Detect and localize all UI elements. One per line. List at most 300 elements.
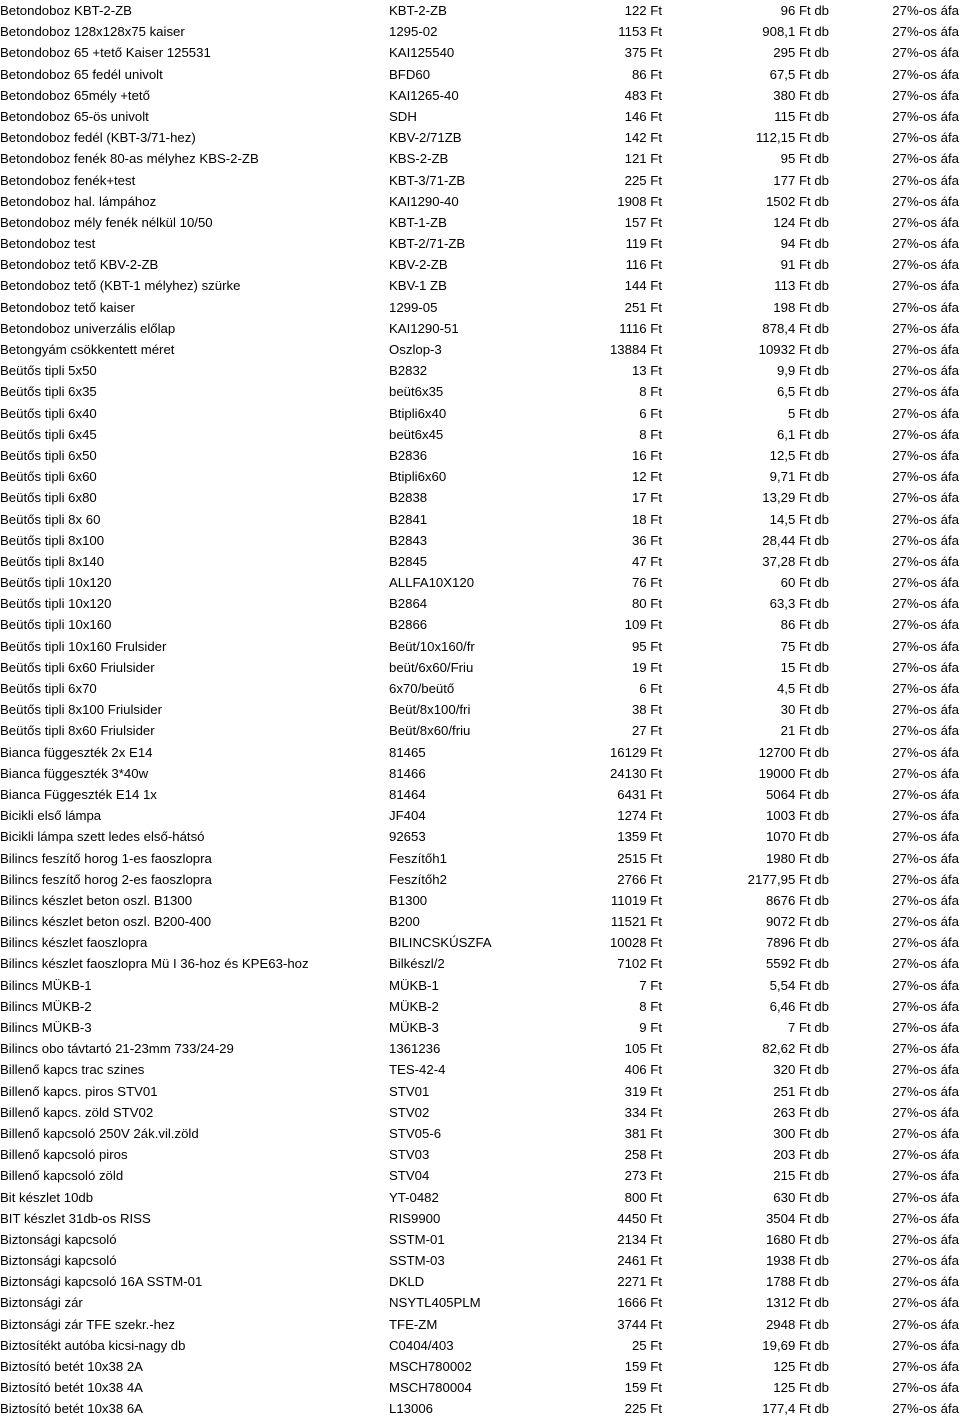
gross-price: 76 Ft — [631, 575, 662, 591]
product-code: KBV-2-ZB — [389, 257, 448, 273]
net-price-per-unit: 6,5 Ft db — [776, 384, 829, 400]
vat-rate: 27%-os áfa — [892, 193, 959, 209]
gross-price: 122 Ft — [624, 3, 662, 18]
gross-price: 11019 Ft — [610, 892, 662, 908]
gross-price: 8 Ft — [639, 426, 662, 442]
table-row — [0, 1250, 960, 1271]
net-price-per-unit: 86 Ft db — [780, 617, 829, 633]
product-code: STV03 — [389, 1147, 430, 1163]
net-price-per-unit: 1312 Ft db — [765, 1295, 829, 1311]
net-price-per-unit: 3504 Ft db — [765, 1210, 829, 1226]
product-code: 1295-02 — [389, 24, 438, 40]
gross-price: 8 Ft — [639, 384, 662, 400]
net-price-per-unit: 215 Ft db — [773, 1168, 829, 1184]
gross-price: 12 Ft — [631, 469, 662, 485]
vat-rate: 27%-os áfa — [892, 956, 959, 972]
net-price-per-unit: 5 Ft db — [787, 405, 829, 421]
product-code: 6x70/beütő — [389, 681, 455, 696]
net-price-per-unit: 908,1 Ft db — [762, 24, 829, 40]
table-row — [0, 1335, 960, 1356]
product-name: Betondoboz tető kaiser — [0, 299, 135, 315]
table-row — [0, 593, 960, 614]
product-name: Bicikli lámpa szett ledes első-hátsó — [0, 829, 205, 845]
product-code: B2838 — [389, 490, 428, 506]
gross-price: 2271 Ft — [617, 1274, 662, 1290]
vat-rate: 27%-os áfa — [892, 702, 959, 718]
vat-rate: 27%-os áfa — [892, 935, 959, 951]
net-price-per-unit: 1788 Ft db — [765, 1274, 829, 1290]
product-code: B2864 — [389, 596, 428, 612]
vat-rate: 27%-os áfa — [892, 299, 959, 315]
vat-rate: 27%-os áfa — [892, 511, 959, 527]
vat-rate: 27%-os áfa — [892, 257, 959, 273]
product-code: Beüt/8x100/fri — [389, 702, 471, 718]
product-name: BIT készlet 31db-os RISS — [0, 1210, 151, 1226]
table-row — [0, 699, 960, 720]
vat-rate: 27%-os áfa — [892, 24, 959, 40]
table-row — [0, 805, 960, 826]
net-price-per-unit: 12,5 Ft db — [769, 447, 829, 463]
net-price-per-unit: 37,28 Ft db — [762, 553, 829, 569]
product-name: Betondoboz 65-ös univolt — [0, 108, 149, 124]
table-row — [0, 636, 960, 657]
product-code: KBT-2-ZB — [389, 3, 447, 18]
gross-price: 1666 Ft — [617, 1295, 662, 1311]
gross-price: 25 Ft — [631, 1337, 662, 1353]
net-price-per-unit: 82,62 Ft db — [762, 1041, 829, 1057]
product-code: MSCH780002 — [389, 1359, 472, 1374]
product-name: Beütős tipli 6x60 — [0, 469, 97, 485]
net-price-per-unit: 203 Ft db — [773, 1147, 829, 1163]
table-row — [0, 0, 960, 21]
gross-price: 144 Ft — [624, 278, 662, 294]
gross-price: 319 Ft — [624, 1083, 662, 1099]
vat-rate: 27%-os áfa — [892, 1316, 959, 1332]
gross-price: 225 Ft — [624, 1401, 662, 1417]
net-price-per-unit: 28,44 Ft db — [762, 532, 829, 548]
product-code: B1300 — [389, 892, 428, 908]
product-name: Biztonsági kapcsoló — [0, 1253, 117, 1269]
table-row — [0, 403, 960, 424]
product-name: Bianca függeszték 3*40w — [0, 765, 149, 781]
product-code: SDH — [389, 108, 417, 124]
table-row — [0, 848, 960, 869]
table-row — [0, 678, 960, 699]
product-code: Oszlop-3 — [389, 342, 442, 357]
table-row — [0, 85, 960, 106]
net-price-per-unit: 9,71 Ft db — [769, 469, 829, 485]
product-code: beüt6x45 — [389, 426, 444, 442]
product-code: Btipli6x40 — [389, 405, 447, 421]
net-price-per-unit: 1680 Ft db — [765, 1231, 829, 1247]
vat-rate: 27%-os áfa — [892, 469, 959, 485]
table-row — [0, 1059, 960, 1080]
product-name: Bilincs feszítő horog 2-es faoszlopra — [0, 871, 212, 887]
table-row — [0, 953, 960, 974]
product-name: Beütős tipli 8x60 Friulsider — [0, 723, 155, 739]
net-price-per-unit: 1938 Ft db — [765, 1253, 829, 1269]
product-name: Beütős tipli 6x40 — [0, 405, 97, 421]
net-price-per-unit: 177,4 Ft db — [762, 1401, 829, 1417]
vat-rate: 27%-os áfa — [892, 1041, 959, 1057]
product-code: 81465 — [389, 744, 426, 760]
product-name: Beütős tipli 10x120 — [0, 575, 112, 591]
net-price-per-unit: 30 Ft db — [780, 702, 829, 718]
gross-price: 273 Ft — [624, 1168, 662, 1184]
product-code: KBT-3/71-ZB — [389, 172, 466, 188]
product-name: Betondoboz test — [0, 236, 96, 252]
product-code: MÜKB-2 — [389, 998, 439, 1014]
product-code: DKLD — [389, 1274, 425, 1290]
table-row — [0, 318, 960, 339]
vat-rate: 27%-os áfa — [892, 1380, 959, 1396]
net-price-per-unit: 94 Ft db — [780, 236, 829, 252]
table-row — [0, 275, 960, 296]
vat-rate: 27%-os áfa — [892, 447, 959, 463]
table-row — [0, 127, 960, 148]
vat-rate: 27%-os áfa — [892, 1210, 959, 1226]
gross-price: 38 Ft — [631, 702, 662, 718]
gross-price: 109 Ft — [624, 617, 662, 633]
net-price-per-unit: 9072 Ft db — [765, 914, 829, 930]
table-row — [0, 1144, 960, 1165]
net-price-per-unit: 630 Ft db — [773, 1189, 829, 1205]
product-name: Betondoboz 65 fedél univolt — [0, 66, 163, 82]
table-row — [0, 170, 960, 191]
vat-rate: 27%-os áfa — [892, 236, 959, 252]
product-code: 1361236 — [389, 1041, 441, 1057]
vat-rate: 27%-os áfa — [892, 1020, 959, 1035]
vat-rate: 27%-os áfa — [892, 320, 959, 336]
product-name: Beütős tipli 6x70 — [0, 681, 97, 696]
product-name: Bilincs készlet faoszlopra Mü I 36-hoz és KPE63-hoz — [0, 956, 309, 972]
gross-price: 6431 Ft — [617, 786, 662, 802]
vat-rate: 27%-os áfa — [892, 659, 959, 675]
gross-price: 17 Ft — [631, 490, 662, 506]
table-row — [0, 1377, 960, 1398]
gross-price: 2461 Ft — [617, 1253, 662, 1269]
gross-price: 16 Ft — [631, 447, 662, 463]
product-name: Bilincs MÜKB-3 — [0, 1020, 92, 1035]
product-name: Biztonsági zár TFE szekr.-hez — [0, 1316, 175, 1332]
vat-rate: 27%-os áfa — [892, 87, 959, 103]
product-code: SSTM-03 — [389, 1253, 445, 1269]
table-row — [0, 996, 960, 1017]
net-price-per-unit: 12700 Ft db — [758, 744, 829, 760]
table-row — [0, 445, 960, 466]
gross-price: 375 Ft — [624, 45, 662, 61]
table-row — [0, 572, 960, 593]
product-code: NSYTL405PLM — [389, 1295, 481, 1311]
net-price-per-unit: 177 Ft db — [773, 172, 829, 188]
gross-price: 10028 Ft — [609, 935, 662, 951]
product-name: Bit készlet 10db — [0, 1189, 94, 1205]
vat-rate: 27%-os áfa — [892, 1401, 959, 1417]
table-row — [0, 614, 960, 635]
vat-rate: 27%-os áfa — [892, 384, 959, 400]
product-code: KBV-1 ZB — [389, 278, 447, 294]
gross-price: 8 Ft — [639, 998, 662, 1014]
product-name: Billenő kapcs trac szines — [0, 1062, 145, 1078]
gross-price: 800 Ft — [624, 1189, 662, 1205]
product-name: Biztosító betét 10x38 4A — [0, 1380, 143, 1396]
product-name: Beütős tipli 8x 60 — [0, 511, 101, 527]
table-row — [0, 191, 960, 212]
product-code: L13006 — [389, 1401, 434, 1417]
product-code: RIS9900 — [389, 1210, 441, 1226]
gross-price: 116 Ft — [625, 257, 662, 273]
net-price-per-unit: 67,5 Ft db — [769, 66, 829, 82]
vat-rate: 27%-os áfa — [892, 575, 959, 591]
net-price-per-unit: 2177,95 Ft db — [747, 871, 829, 887]
gross-price: 159 Ft — [624, 1380, 662, 1396]
net-price-per-unit: 113 Ft db — [774, 278, 829, 294]
net-price-per-unit: 1980 Ft db — [765, 850, 829, 866]
net-price-per-unit: 60 Ft db — [780, 575, 829, 591]
table-row — [0, 1081, 960, 1102]
net-price-per-unit: 124 Ft db — [773, 214, 829, 230]
product-code: 1299-05 — [389, 299, 438, 315]
product-code: KBV-2/71ZB — [389, 130, 462, 146]
gross-price: 16129 Ft — [609, 744, 662, 760]
product-name: Beütős tipli 6x60 Friulsider — [0, 659, 155, 675]
product-code: 81464 — [389, 786, 426, 802]
vat-rate: 27%-os áfa — [892, 1104, 959, 1120]
product-name: Beütős tipli 8x100 — [0, 532, 105, 548]
product-name: Beütős tipli 10x120 — [0, 596, 112, 612]
net-price-per-unit: 75 Ft db — [780, 638, 829, 654]
product-name: Beütős tipli 6x80 — [0, 490, 97, 506]
net-price-per-unit: 10932 Ft db — [758, 342, 829, 357]
net-price-per-unit: 1003 Ft db — [765, 808, 829, 824]
gross-price: 6 Ft — [639, 405, 662, 421]
net-price-per-unit: 14,5 Ft db — [769, 511, 829, 527]
table-row — [0, 890, 960, 911]
vat-rate: 27%-os áfa — [892, 1083, 959, 1099]
vat-rate: 27%-os áfa — [892, 405, 959, 421]
table-row — [0, 339, 960, 360]
product-name: Betondoboz mély fenék nélkül 10/50 — [0, 214, 213, 230]
product-name: Beütős tipli 6x45 — [0, 426, 97, 442]
net-price-per-unit: 198 Ft db — [773, 299, 829, 315]
product-name: Beütős tipli 10x160 Frulsider — [0, 638, 167, 654]
table-row — [0, 720, 960, 741]
gross-price: 225 Ft — [624, 172, 662, 188]
vat-rate: 27%-os áfa — [892, 914, 959, 930]
net-price-per-unit: 112,15 Ft db — [755, 130, 829, 146]
table-row — [0, 1187, 960, 1208]
net-price-per-unit: 125 Ft db — [773, 1359, 829, 1374]
net-price-per-unit: 5,54 Ft db — [769, 977, 829, 993]
table-row — [0, 1208, 960, 1229]
product-code: Beüt/10x160/fr — [389, 638, 475, 654]
product-code: Beüt/8x60/friu — [389, 723, 471, 739]
net-price-per-unit: 63,3 Ft db — [769, 596, 829, 612]
vat-rate: 27%-os áfa — [892, 765, 959, 781]
gross-price: 11521 Ft — [610, 914, 662, 930]
product-code: JF404 — [389, 808, 426, 824]
net-price-per-unit: 2948 Ft db — [765, 1316, 829, 1332]
net-price-per-unit: 15 Ft db — [780, 659, 829, 675]
table-row — [0, 911, 960, 932]
gross-price: 2134 Ft — [617, 1231, 662, 1247]
vat-rate: 27%-os áfa — [892, 744, 959, 760]
table-row — [0, 551, 960, 572]
product-name: Biztonsági kapcsoló 16A SSTM-01 — [0, 1274, 203, 1290]
gross-price: 121 Ft — [624, 151, 662, 167]
product-code: beüt6x35 — [389, 384, 444, 400]
gross-price: 4450 Ft — [617, 1210, 662, 1226]
product-name: Betondoboz 65mély +tető — [0, 87, 150, 103]
gross-price: 159 Ft — [624, 1359, 662, 1374]
gross-price: 47 Ft — [631, 553, 662, 569]
product-name: Bianca Függeszték E14 1x — [0, 786, 157, 802]
product-code: SSTM-01 — [389, 1231, 445, 1247]
gross-price: 18 Ft — [631, 511, 662, 527]
product-code: STV01 — [389, 1083, 430, 1099]
vat-rate: 27%-os áfa — [892, 363, 959, 379]
table-row — [0, 1123, 960, 1144]
net-price-per-unit: 96 Ft db — [780, 3, 829, 18]
net-price-per-unit: 1070 Ft db — [765, 829, 829, 845]
product-code: TES-42-4 — [389, 1062, 446, 1078]
net-price-per-unit: 91 Ft db — [780, 257, 829, 273]
product-name: Bilincs MÜKB-2 — [0, 998, 92, 1014]
product-code: B2845 — [389, 553, 428, 569]
product-name: Bianca függeszték 2x E14 — [0, 744, 153, 760]
gross-price: 105 Ft — [624, 1041, 662, 1057]
gross-price: 9 Ft — [639, 1020, 662, 1035]
gross-price: 251 Ft — [624, 299, 662, 315]
table-row — [0, 657, 960, 678]
product-name: Betondoboz fenék+test — [0, 172, 136, 188]
gross-price: 95 Ft — [631, 638, 662, 654]
vat-rate: 27%-os áfa — [892, 1062, 959, 1078]
product-code: MÜKB-1 — [389, 977, 439, 993]
vat-rate: 27%-os áfa — [892, 1168, 959, 1184]
gross-price: 258 Ft — [624, 1147, 662, 1163]
gross-price: 3744 Ft — [617, 1316, 662, 1332]
product-name: Betondoboz tető (KBT-1 mélyhez) szürke — [0, 278, 241, 294]
product-code: Feszítőh1 — [389, 850, 447, 866]
product-name: Bicikli első lámpa — [0, 808, 102, 824]
gross-price: 1359 Ft — [617, 829, 662, 845]
table-row — [0, 424, 960, 445]
table-row — [0, 1017, 960, 1038]
product-name: Beütős tipli 6x50 — [0, 447, 97, 463]
table-row — [0, 1292, 960, 1313]
table-row — [0, 869, 960, 890]
product-code: STV05-6 — [389, 1125, 442, 1141]
net-price-per-unit: 7 Ft db — [787, 1020, 829, 1035]
net-price-per-unit: 19000 Ft db — [758, 765, 829, 781]
vat-rate: 27%-os áfa — [892, 214, 959, 230]
product-code: BILINCSKÚSZFA — [389, 935, 492, 951]
gross-price: 157 Ft — [624, 214, 662, 230]
table-row — [0, 1165, 960, 1186]
vat-rate: 27%-os áfa — [892, 532, 959, 548]
table-row — [0, 1356, 960, 1377]
gross-price: 13 Ft — [631, 363, 662, 379]
product-name: Betongyám csökkentett méret — [0, 342, 175, 357]
product-name: Betondoboz 128x128x75 kaiser — [0, 24, 185, 40]
gross-price: 2766 Ft — [617, 871, 662, 887]
table-row — [0, 742, 960, 763]
net-price-per-unit: 4,5 Ft db — [776, 681, 829, 696]
product-code: B2841 — [389, 511, 428, 527]
table-row — [0, 106, 960, 127]
vat-rate: 27%-os áfa — [892, 808, 959, 824]
product-name: Beütős tipli 5x50 — [0, 363, 97, 379]
product-name: Beütős tipli 8x140 — [0, 553, 105, 569]
gross-price: 142 Ft — [624, 130, 662, 146]
product-name: Bilincs obo távtartó 21-23mm 733/24-29 — [0, 1041, 234, 1057]
product-name: Biztosító betét 10x38 6A — [0, 1401, 143, 1417]
gross-price: 7 Ft — [639, 977, 662, 993]
product-code: KBS-2-ZB — [389, 151, 449, 167]
net-price-per-unit: 9,9 Ft db — [776, 363, 829, 379]
product-code: MÜKB-3 — [389, 1020, 439, 1035]
product-code: B2843 — [389, 532, 428, 548]
vat-rate: 27%-os áfa — [892, 596, 959, 612]
gross-price: 334 Ft — [624, 1104, 662, 1120]
vat-rate: 27%-os áfa — [892, 681, 959, 696]
net-price-per-unit: 115 Ft db — [774, 108, 829, 124]
gross-price: 80 Ft — [631, 596, 662, 612]
product-name: Billenő kapcsoló zöld — [0, 1168, 124, 1184]
table-row — [0, 466, 960, 487]
product-name: Billenő kapcs. piros STV01 — [0, 1083, 158, 1099]
product-name: Bilincs készlet beton oszl. B1300 — [0, 892, 193, 908]
product-name: Betondoboz fenék 80-as mélyhez KBS-2-ZB — [0, 151, 259, 167]
product-code: KAI1290-40 — [389, 193, 459, 209]
vat-rate: 27%-os áfa — [892, 342, 959, 357]
gross-price: 1274 Ft — [617, 808, 662, 824]
vat-rate: 27%-os áfa — [892, 998, 959, 1014]
net-price-per-unit: 8676 Ft db — [765, 892, 829, 908]
gross-price: 7102 Ft — [617, 956, 662, 972]
gross-price: 19 Ft — [631, 659, 662, 675]
product-code: TFE-ZM — [389, 1316, 438, 1332]
product-code: B200 — [389, 914, 420, 930]
product-code: KBT-2/71-ZB — [389, 236, 466, 252]
table-row — [0, 1314, 960, 1335]
product-name: Beütős tipli 8x100 Friulsider — [0, 702, 162, 718]
vat-rate: 27%-os áfa — [892, 1253, 959, 1269]
product-code: KAI1265-40 — [389, 87, 459, 103]
product-code: C0404/403 — [389, 1337, 454, 1353]
net-price-per-unit: 5064 Ft db — [765, 786, 829, 802]
net-price-per-unit: 21 Ft db — [780, 723, 829, 739]
gross-price: 2515 Ft — [617, 850, 662, 866]
product-code: Feszítőh2 — [389, 871, 447, 887]
product-name: Biztosítékt autóba kicsi-nagy db — [0, 1337, 186, 1353]
vat-rate: 27%-os áfa — [892, 786, 959, 802]
table-row — [0, 297, 960, 318]
product-code: ALLFA10X120 — [389, 575, 475, 591]
product-code: B2832 — [389, 363, 428, 379]
product-name: Billenő kapcs. zöld STV02 — [0, 1104, 154, 1120]
gross-price: 146 Ft — [624, 108, 662, 124]
table-row — [0, 784, 960, 805]
vat-rate: 27%-os áfa — [892, 108, 959, 124]
table-row — [0, 64, 960, 85]
vat-rate: 27%-os áfa — [892, 130, 959, 146]
product-name: Betondoboz tető KBV-2-ZB — [0, 257, 159, 273]
vat-rate: 27%-os áfa — [892, 977, 959, 993]
table-row — [0, 487, 960, 508]
vat-rate: 27%-os áfa — [892, 871, 959, 887]
